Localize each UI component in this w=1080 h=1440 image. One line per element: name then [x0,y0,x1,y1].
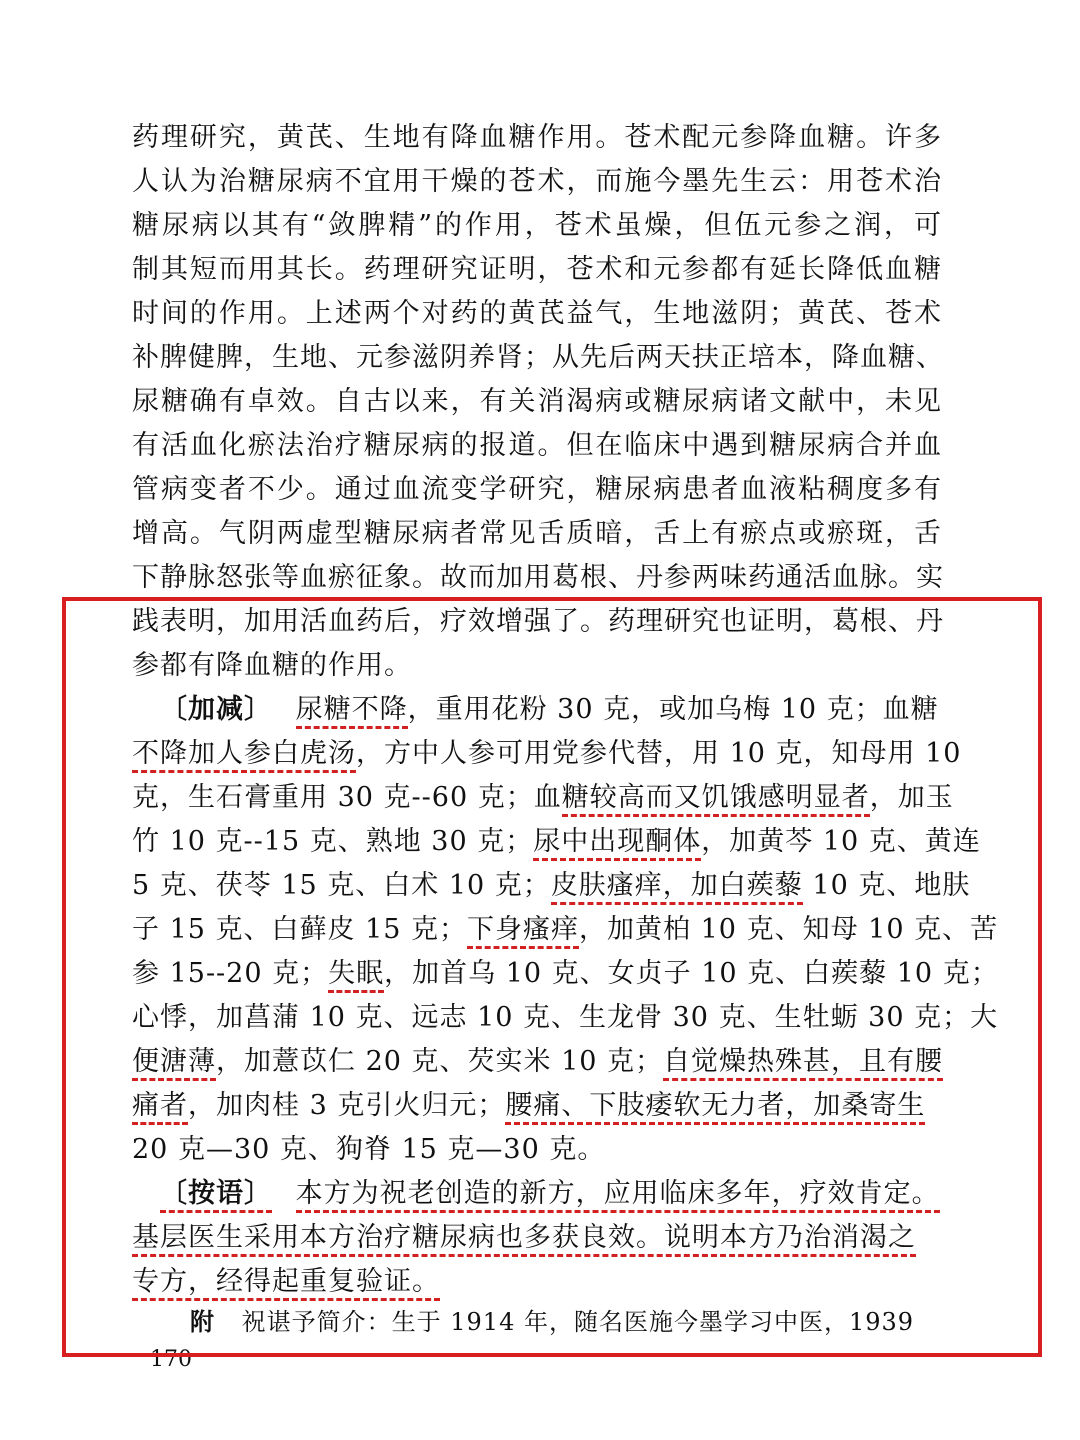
text-line: 践表明，加用活血药后，疗效增强了。药理研究也证明，葛根、丹 [132,606,944,637]
underlined-phrase: 专方，经得起重复验证。 [132,1266,440,1301]
text-line: 补脾健脾，生地、元参滋阴养肾；从先后两天扶正培本，降血糖、 [132,342,944,373]
text-run: ，加黄柏 10 克、知母 10 克、苦 [579,914,999,945]
text-line: 参都有降血糖的作用。 [132,650,412,681]
text-run: ，方中人参可用党参代替，用 10 克，知母用 10 [356,738,962,769]
underlined-phrase: 便溏薄 [132,1046,216,1081]
underlined-phrase: 尿糖不降 [296,694,408,729]
text-line: 有活血化瘀法治疗糖尿病的报道。但在临床中遇到糖尿病合并血 [132,430,942,461]
text-line: 增高。气阴两虚型糖尿病者常见舌质暗，舌上有瘀点或瘀斑，舌 [132,518,942,549]
underlined-phrase: 痛者 [132,1090,188,1125]
text-run: 20 克—30 克、狗脊 15 克—30 克。 [132,1134,606,1165]
text-line: 尿糖确有卓效。自古以来，有关消渴病或糖尿病诸文献中，未见 [132,386,942,417]
text-run: ，加黄芩 10 克、黄连 [701,826,981,857]
text-run: ，重用花粉 30 克，或加乌梅 10 克；血糖 [407,694,939,725]
text-line: 药理研究，黄芪、生地有降血糖作用。苍术配元参降血糖。许多 [132,122,942,153]
underlined-phrase: 尿中出现酮体 [533,826,701,861]
text-run: 5 克、茯苓 15 克、白术 10 克； [132,870,551,901]
section-label-anyu: 〔按语〕 [160,1178,272,1213]
underlined-phrase: 自觉燥热殊甚，且有腰 [663,1046,943,1081]
underlined-phrase: 糖较高而又饥饿感明显者 [562,782,870,817]
appendix-label: 附 [190,1307,215,1336]
underlined-phrase: 基层医生采用本方治疗糖尿病也多获良效。说明本方乃治消渴之 [132,1222,916,1257]
text-run: 10 克、地肤 [802,870,971,901]
text-line: 下静脉怒张等血瘀征象。故而加用葛根、丹参两味药通活血脉。实 [132,562,944,593]
text-line: 人认为治糖尿病不宜用干燥的苍术，而施今墨先生云：用苍术治 [132,166,942,197]
underlined-phrase: 皮肤瘙痒，加白蒺藜 [551,870,803,905]
underlined-phrase: 本方为祝老创造的新方，应用临床多年，疗效肯定。 [296,1178,940,1213]
text-run: ，加首乌 10 克、女贞子 10 克、白蒺藜 10 克； [384,958,999,989]
text-run: ，加肉桂 3 克引火归元； [188,1090,506,1121]
underlined-phrase: 腰痛、下肢痿软无力者，加桑寄生 [505,1090,925,1125]
underlined-phrase: 不降加人参白虎汤 [132,738,356,773]
text-run: ，加玉 [869,782,954,813]
text-run: 竹 10 克--15 克、熟地 30 克； [132,826,534,857]
text-run: ，加薏苡仁 20 克、芡实米 10 克； [216,1046,664,1077]
highlight-box [62,597,1042,1357]
underlined-phrase: 下身瘙痒 [467,914,579,949]
text-run: 参 15--20 克； [132,958,329,989]
text-run: 克，生石膏重用 30 克--60 克；血 [132,782,562,813]
text-line: 时间的作用。上述两个对药的黄芪益气，生地滋阴；黄芪、苍术 [132,298,942,329]
page-number: 170 [150,1347,192,1372]
section-label-jiajian: 〔加减〕 [160,694,272,725]
underlined-phrase: 失眠 [328,958,384,993]
text-run: 子 15 克、白藓皮 15 克； [132,914,468,945]
text-run: 心悸，加菖蒲 10 克、远志 10 克、生龙骨 30 克、生牡蛎 30 克；大 [132,1002,999,1033]
text-line: 管病变者不少。通过血流变学研究，糖尿病患者血液粘稠度多有 [132,474,942,505]
text-line: 制其短而用其长。药理研究证明，苍术和元参都有延长降低血糖 [132,254,942,285]
text-line: 糖尿病以其有“敛脾精”的作用，苍术虽燥，但伍元参之润，可 [132,210,942,241]
appendix-text: 祝谌予简介：生于 1914 年，随名医施今墨学习中医，1939 [241,1308,915,1336]
